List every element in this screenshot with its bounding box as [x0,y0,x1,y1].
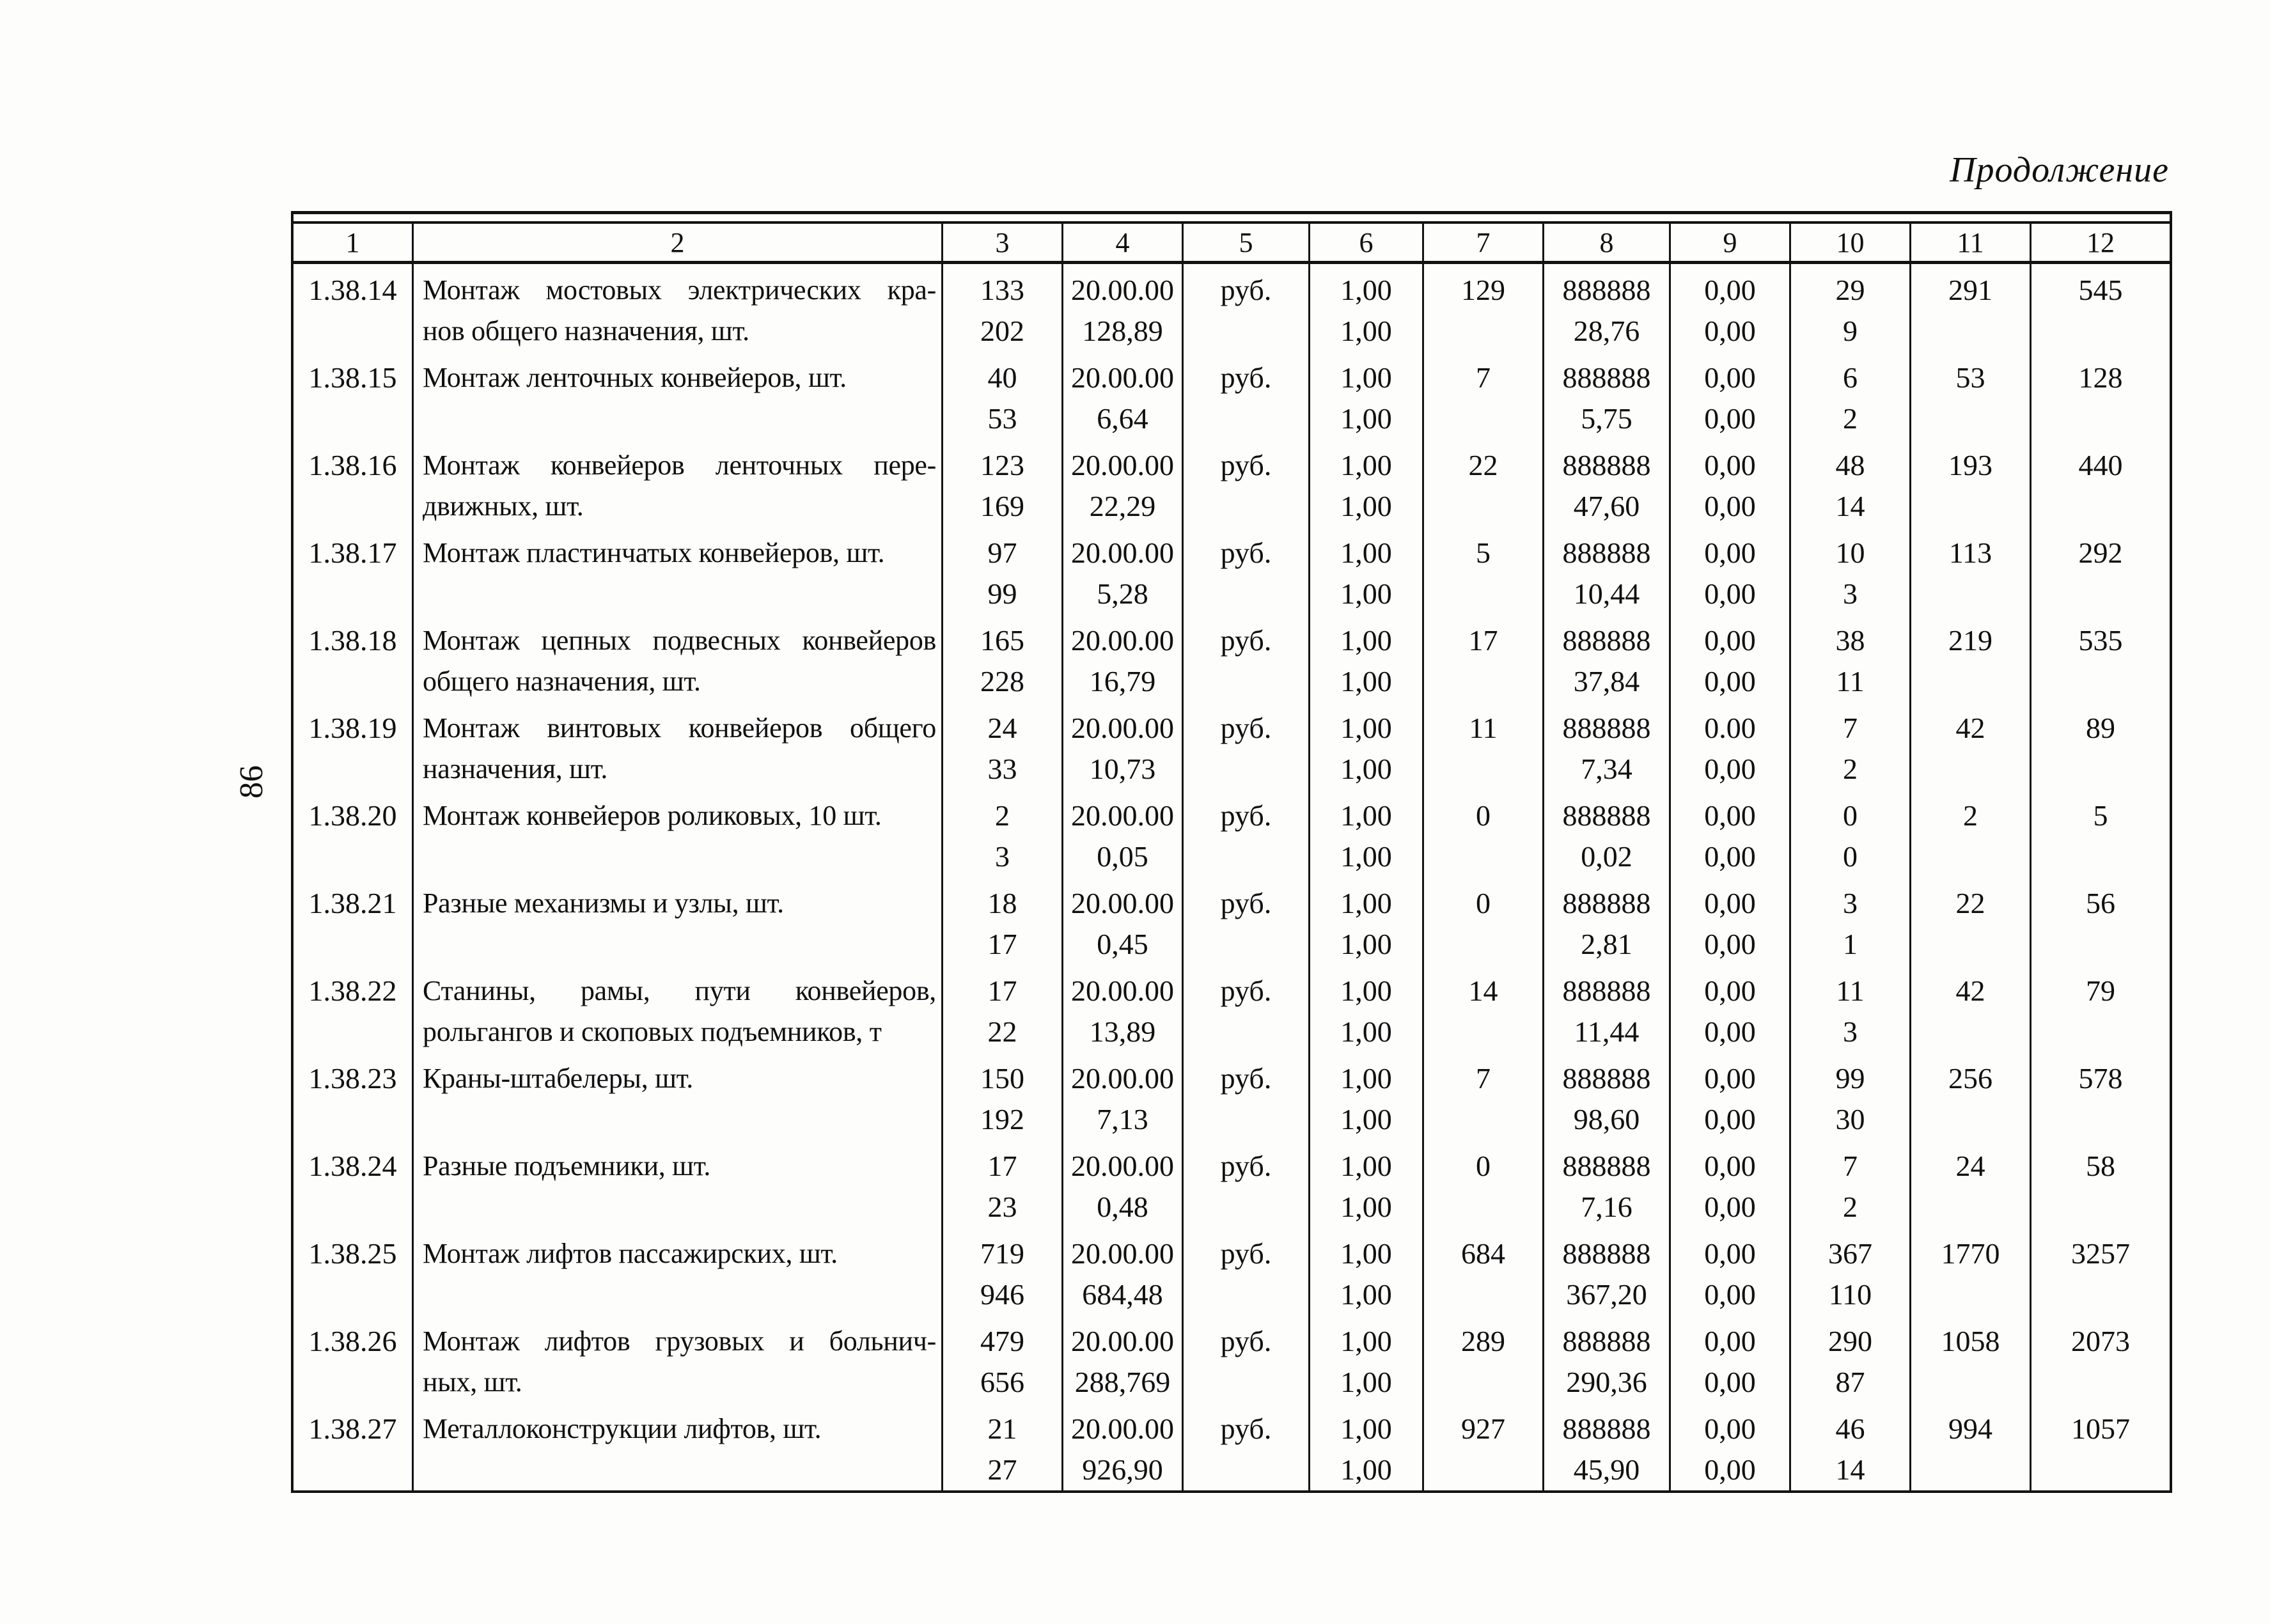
cell-col8: 888888 0,02 [1544,790,1671,877]
cell-col11: 42 [1911,702,2031,790]
cell-col5-currency: руб. [1184,1403,1310,1490]
cell-col4: 20.00.00 0,48 [1063,1140,1184,1228]
cell-col3: 21 27 [943,1403,1063,1490]
description-line: Монтаж конвейеров ленточных пере- [423,449,936,481]
cell-col11: 256 [1911,1052,2031,1140]
cell-col11: 994 [1911,1403,2031,1490]
cell-col9: 0,00 0,00 [1671,527,1791,614]
cell-item-number: 1.38.25 [294,1228,414,1315]
cell-item-number: 1.38.27 [294,1403,414,1490]
cell-col8: 888888 2,81 [1544,877,1671,965]
cell-col11: 291 [1911,264,2031,352]
cell-col10: 48 14 [1791,439,1911,527]
cell-item-number: 1.38.23 [294,1052,414,1140]
column-header-4: 4 [1063,224,1184,261]
cell-col4: 20.00.00 288,769 [1063,1315,1184,1403]
cell-col8: 888888 47,60 [1544,439,1671,527]
table-body [294,264,2170,1490]
cell-item-number: 1.38.17 [294,527,414,614]
cell-col3: 150 192 [943,1052,1063,1140]
cell-col5-currency: руб. [1184,527,1310,614]
cell-col7: 0 [1424,877,1544,965]
cell-col6: 1,00 1,00 [1310,702,1424,790]
cell-col4: 20.00.00 10,73 [1063,702,1184,790]
description-line: Монтаж лифтов грузовых и больнич- [423,1325,936,1357]
cell-col8: 888888 7,16 [1544,1140,1671,1228]
cell-col6: 1,00 1,00 [1310,264,1424,352]
cell-col8: 888888 28,76 [1544,264,1671,352]
cell-col9: 0,00 0,00 [1671,1315,1791,1403]
cell-col7: 22 [1424,439,1544,527]
cell-description [414,1140,943,1228]
cell-description [414,614,943,702]
table-row [294,965,2170,1052]
cell-description [414,1052,943,1140]
cell-col10: 3 1 [1791,877,1911,965]
cell-col11: 193 [1911,439,2031,527]
cell-col5-currency: руб. [1184,264,1310,352]
cell-col5-currency: руб. [1184,1315,1310,1403]
cell-col3: 2 3 [943,790,1063,877]
cell-col6: 1,00 1,00 [1310,1140,1424,1228]
cell-col7: 14 [1424,965,1544,1052]
column-header-11: 11 [1911,224,2031,261]
table-row [294,1228,2170,1315]
column-header-2: 2 [414,224,943,261]
table-row [294,264,2170,352]
cell-col6: 1,00 1,00 [1310,1315,1424,1403]
table-row [294,1403,2170,1490]
column-header-10: 10 [1791,224,1911,261]
cell-col9: 0,00 0,00 [1671,1140,1791,1228]
cell-item-number: 1.38.19 [294,702,414,790]
cell-col5-currency: руб. [1184,877,1310,965]
cell-col5-currency: руб. [1184,614,1310,702]
column-header-8: 8 [1544,224,1671,261]
cell-col11: 24 [1911,1140,2031,1228]
cell-col3: 479 656 [943,1315,1063,1403]
cell-col9: 0,00 0,00 [1671,614,1791,702]
column-header-12: 12 [2086,226,2115,258]
cell-col7: 0 [1424,790,1544,877]
description-line: назначения, шт. [423,753,608,785]
description-line: Монтаж конвейеров роликовых, 10 шт. [423,800,882,831]
page-number: 86 [233,765,270,799]
cell-description [414,877,943,965]
cell-col4: 20.00.00 0,45 [1063,877,1184,965]
cell-description [414,790,943,877]
cell-col5-currency: руб. [1184,352,1310,439]
description-line: Монтаж винтовых конвейеров общего [423,712,936,744]
cell-col9: 0,00 0,00 [1671,790,1791,877]
cell-col6: 1,00 1,00 [1310,1052,1424,1140]
cell-col4: 20.00.00 128,89 [1063,264,1184,352]
cell-col12: 440 [2078,449,2123,481]
cell-col12: 89 [2086,712,2115,744]
description-line: Разные механизмы и узлы, шт. [423,887,784,919]
table-header-row [294,214,2170,264]
description-line: Монтаж пластинчатых конвейеров, шт. [423,537,885,568]
cell-col12: 5 [2093,799,2108,832]
cell-item-number: 1.38.20 [294,790,414,877]
cell-col8: 888888 37,84 [1544,614,1671,702]
cell-col5-currency: руб. [1184,1228,1310,1315]
cell-col8: 888888 98,60 [1544,1052,1671,1140]
cell-col5-currency: руб. [1184,702,1310,790]
cell-col12: 292 [2078,536,2123,569]
cell-col5-currency: руб. [1184,1052,1310,1140]
cell-col7: 17 [1424,614,1544,702]
description-line: Монтаж цепных подвесных конвейеров [423,625,936,656]
cell-col6: 1,00 1,00 [1310,614,1424,702]
cell-col4: 20.00.00 926,90 [1063,1403,1184,1490]
cell-col3: 17 23 [943,1140,1063,1228]
cell-col6: 1,00 1,00 [1310,352,1424,439]
cell-col7: 11 [1424,702,1544,790]
description-line: Монтаж ленточных конвейеров, шт. [423,362,847,393]
cell-col12: 578 [2078,1062,2123,1095]
cell-col9: 0,00 0,00 [1671,264,1791,352]
cell-col9: 0,00 0,00 [1671,877,1791,965]
cell-col6: 1,00 1,00 [1310,790,1424,877]
table-row [294,1140,2170,1228]
description-line: Монтаж лифтов пассажирских, шт. [423,1238,838,1269]
table-row [294,1052,2170,1140]
description-line: Станины, рамы, пути конвейеров, [423,975,936,1006]
cell-col4: 20.00.00 5,28 [1063,527,1184,614]
cell-col6: 1,00 1,00 [1310,527,1424,614]
cell-col5-currency: руб. [1184,1140,1310,1228]
column-header-1: 1 [294,224,414,261]
cell-col11: 42 [1911,965,2031,1052]
description-line: Металлоконструкции лифтов, шт. [423,1413,822,1444]
cell-col4: 20.00.00 6,64 [1063,352,1184,439]
cell-col12: 2073 [2071,1325,2130,1357]
cell-col7: 5 [1424,527,1544,614]
cell-item-number: 1.38.22 [294,965,414,1052]
cell-col10: 6 2 [1791,352,1911,439]
description-line: рольгангов и скоповых подъемников, т [423,1016,882,1047]
cell-col10: 46 14 [1791,1403,1911,1490]
cell-col7: 129 [1424,264,1544,352]
description-line: движных, шт. [423,490,584,522]
table-row [294,614,2170,702]
cell-col10: 0 0 [1791,790,1911,877]
table-row [294,702,2170,790]
cell-col12: 545 [2078,274,2123,306]
column-header-5: 5 [1184,224,1310,261]
cell-col3: 24 33 [943,702,1063,790]
cell-col3: 40 53 [943,352,1063,439]
cell-item-number: 1.38.14 [294,264,414,352]
cell-col5-currency: руб. [1184,439,1310,527]
cell-description [414,702,943,790]
cell-col12: 128 [2078,361,2123,394]
cell-item-number: 1.38.16 [294,439,414,527]
cell-col11: 53 [1911,352,2031,439]
cell-col4: 20.00.00 16,79 [1063,614,1184,702]
cell-col3: 18 17 [943,877,1063,965]
cell-col7: 927 [1424,1403,1544,1490]
cell-col10: 11 3 [1791,965,1911,1052]
cell-col8: 888888 45,90 [1544,1403,1671,1490]
cell-description [414,264,943,352]
cell-col10: 29 9 [1791,264,1911,352]
table-row [294,877,2170,965]
cell-description [414,439,943,527]
cell-item-number: 1.38.18 [294,614,414,702]
cell-col12: 1057 [2071,1412,2130,1445]
cell-description [414,352,943,439]
cell-col9: 0,00 0,00 [1671,965,1791,1052]
description-line: ных, шт. [423,1366,522,1398]
cell-col12: 3257 [2071,1237,2130,1270]
cell-col9: 0,00 0,00 [1671,1228,1791,1315]
column-header-3: 3 [943,224,1063,261]
cell-col10: 99 30 [1791,1052,1911,1140]
cell-col9: 0,00 0,00 [1671,1403,1791,1490]
cell-description [414,1315,943,1403]
cell-description [414,965,943,1052]
cell-col12: 58 [2086,1150,2115,1182]
cell-col8: 888888 11,44 [1544,965,1671,1052]
cell-item-number: 1.38.15 [294,352,414,439]
cell-col11: 113 [1911,527,2031,614]
cell-col4: 20.00.00 13,89 [1063,965,1184,1052]
cell-col9: 0.00 0,00 [1671,702,1791,790]
description-line: Разные подъемники, шт. [423,1150,711,1182]
cell-col3: 97 99 [943,527,1063,614]
description-line: нов общего назначения, шт. [423,315,749,347]
cell-col12: 535 [2078,624,2123,657]
cell-col7: 289 [1424,1315,1544,1403]
cell-col3: 719 946 [943,1228,1063,1315]
cell-col7: 684 [1424,1228,1544,1315]
cell-col4: 20.00.00 0,05 [1063,790,1184,877]
cell-col3: 123 169 [943,439,1063,527]
cell-col10: 10 3 [1791,527,1911,614]
cell-col10: 367 110 [1791,1228,1911,1315]
cell-col6: 1,00 1,00 [1310,877,1424,965]
cell-col5-currency: руб. [1184,790,1310,877]
table-row [294,790,2170,877]
cell-col8: 888888 10,44 [1544,527,1671,614]
column-header-6: 6 [1310,224,1424,261]
cell-col9: 0,00 0,00 [1671,1052,1791,1140]
cell-item-number: 1.38.26 [294,1315,414,1403]
table-row [294,352,2170,439]
cell-col4: 20.00.00 22,29 [1063,439,1184,527]
cell-col11: 1058 [1911,1315,2031,1403]
cell-col8: 888888 7,34 [1544,702,1671,790]
description-line: Монтаж мостовых электрических кра- [423,274,936,306]
cell-col5-currency: руб. [1184,965,1310,1052]
cell-col3: 17 22 [943,965,1063,1052]
cell-col3: 165 228 [943,614,1063,702]
cell-item-number: 1.38.21 [294,877,414,965]
cell-col7: 7 [1424,1052,1544,1140]
column-header-9: 9 [1671,224,1791,261]
cell-col11: 22 [1911,877,2031,965]
description-line: Краны-штабелеры, шт. [423,1063,694,1094]
cell-col6: 1,00 1,00 [1310,1228,1424,1315]
cell-col4: 20.00.00 684,48 [1063,1228,1184,1315]
cell-col11: 219 [1911,614,2031,702]
cell-col10: 7 2 [1791,1140,1911,1228]
data-table [291,211,2172,1493]
table-row [294,527,2170,614]
cell-description [414,1403,943,1490]
cell-col4: 20.00.00 7,13 [1063,1052,1184,1140]
table-row [294,439,2170,527]
cell-col9: 0,00 0,00 [1671,439,1791,527]
cell-description [414,1228,943,1315]
cell-col6: 1,00 1,00 [1310,1403,1424,1490]
cell-col12: 79 [2086,974,2115,1007]
cell-col10: 290 87 [1791,1315,1911,1403]
description-line: общего назначения, шт. [423,666,701,697]
cell-col6: 1,00 1,00 [1310,439,1424,527]
table-row [294,1315,2170,1403]
column-header-7: 7 [1424,224,1544,261]
cell-col11: 1770 [1911,1228,2031,1315]
cell-item-number: 1.38.24 [294,1140,414,1228]
cell-col12: 56 [2086,887,2115,919]
cell-col8: 888888 290,36 [1544,1315,1671,1403]
cell-col9: 0,00 0,00 [1671,352,1791,439]
cell-col3: 133 202 [943,264,1063,352]
cell-col7: 0 [1424,1140,1544,1228]
cell-col8: 888888 367,20 [1544,1228,1671,1315]
cell-col10: 7 2 [1791,702,1911,790]
cell-col6: 1,00 1,00 [1310,965,1424,1052]
continuation-label: Продолжение [1950,150,2169,190]
cell-col8: 888888 5,75 [1544,352,1671,439]
cell-col7: 7 [1424,352,1544,439]
cell-col10: 38 11 [1791,614,1911,702]
cell-description [414,527,943,614]
cell-col11: 2 [1911,790,2031,877]
